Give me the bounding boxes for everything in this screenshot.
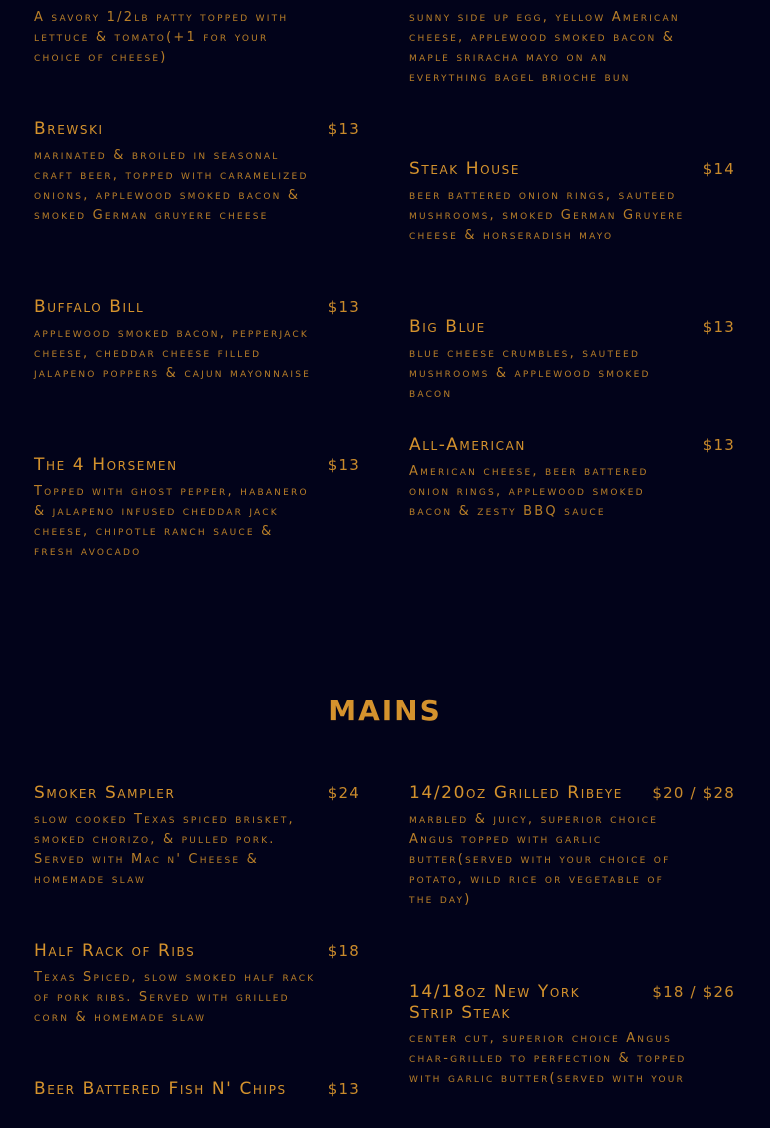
item-price: $13: [702, 318, 735, 336]
item-price: $13: [327, 456, 360, 474]
item-price: $13: [327, 120, 360, 138]
menu-item: [34, 119, 360, 226]
item-description: American cheese, beer battered onion rings, applewood smoked bacon & zesty BBQ sauce: [409, 464, 649, 519]
item-name: Beer Battered Fish N' Chips: [34, 1079, 287, 1099]
menu-item: [34, 1079, 360, 1101]
item-name: Steak House: [409, 159, 520, 179]
item-price: $14: [702, 160, 735, 178]
item-price: $13: [327, 1080, 360, 1098]
item-description: slow cooked Texas spiced brisket, smoked chorizo, & pulled pork. Served with Mac n' Cheese & homemade slaw: [34, 812, 295, 887]
item-price: $13: [327, 298, 360, 316]
item-name: 14/20oz Grilled Ribeye: [409, 783, 623, 803]
item-price: $18: [327, 942, 360, 960]
section-title-mains: MAINS: [328, 694, 442, 727]
item-name: Half Rack of Ribs: [34, 941, 196, 961]
item-description: applewood smoked bacon, pepperjack cheese, cheddar cheese filled jalapeno poppers & cajun mayonnaise: [34, 326, 312, 381]
item-name: Smoker Sampler: [34, 783, 176, 803]
menu-item: [409, 317, 735, 404]
item-price: $18 / $26: [652, 983, 735, 1001]
menu-item: [409, 435, 735, 522]
item-name: 14/18oz New York Strip Steak: [409, 982, 581, 1023]
item-description: blue cheese crumbles, sauteed mushrooms & applewood smoked bacon: [409, 346, 651, 401]
menu-item: [34, 783, 360, 890]
item-description: marbled & juicy, superior choice Angus topped with garlic butter(served with your choice of potato, wild rice or vegetable of the day): [409, 812, 671, 907]
menu-item: [409, 982, 735, 1089]
menu-item: [409, 8, 735, 88]
item-description: beer battered onion rings, sauteed mushrooms, smoked German Gruyere cheese & horseradish mayo: [409, 188, 685, 243]
item-description: marinated & broiled in seasonal craft beer, topped with caramelized onions, applewood smoked bacon & smoked German gruyere cheese: [34, 148, 309, 223]
menu-item: [409, 159, 735, 246]
item-name: Brewski: [34, 119, 104, 139]
menu-item: [34, 455, 360, 562]
item-price: $13: [702, 436, 735, 454]
menu-item: [409, 783, 735, 910]
item-name: All-American: [409, 435, 526, 455]
item-description: A savory 1/2lb patty topped with lettuce & tomato(+1 for your choice of cheese): [34, 10, 289, 65]
item-description: sunny side up egg, yellow American cheese, applewood smoked bacon & maple sriracha mayo on an everything bagel brioche bun: [409, 10, 680, 85]
item-description: center cut, superior choice Angus char-grilled to perfection & topped with garlic butter(served with your: [409, 1031, 687, 1086]
item-description: Topped with ghost pepper, habanero & jalapeno infused cheddar jack cheese, chipotle ranch sauce & fresh avocado: [34, 484, 309, 559]
item-price: $20 / $28: [652, 784, 735, 802]
item-description: Texas Spiced, slow smoked half rack of pork ribs. Served with grilled corn & homemade slaw: [34, 970, 316, 1025]
menu-item: [34, 297, 360, 384]
menu-item: [34, 941, 360, 1028]
item-name: Big Blue: [409, 317, 486, 337]
item-price: $24: [327, 784, 360, 802]
item-name: The 4 Horsemen: [34, 455, 178, 475]
item-name: Buffalo Bill: [34, 297, 145, 317]
menu-item: [34, 8, 360, 68]
